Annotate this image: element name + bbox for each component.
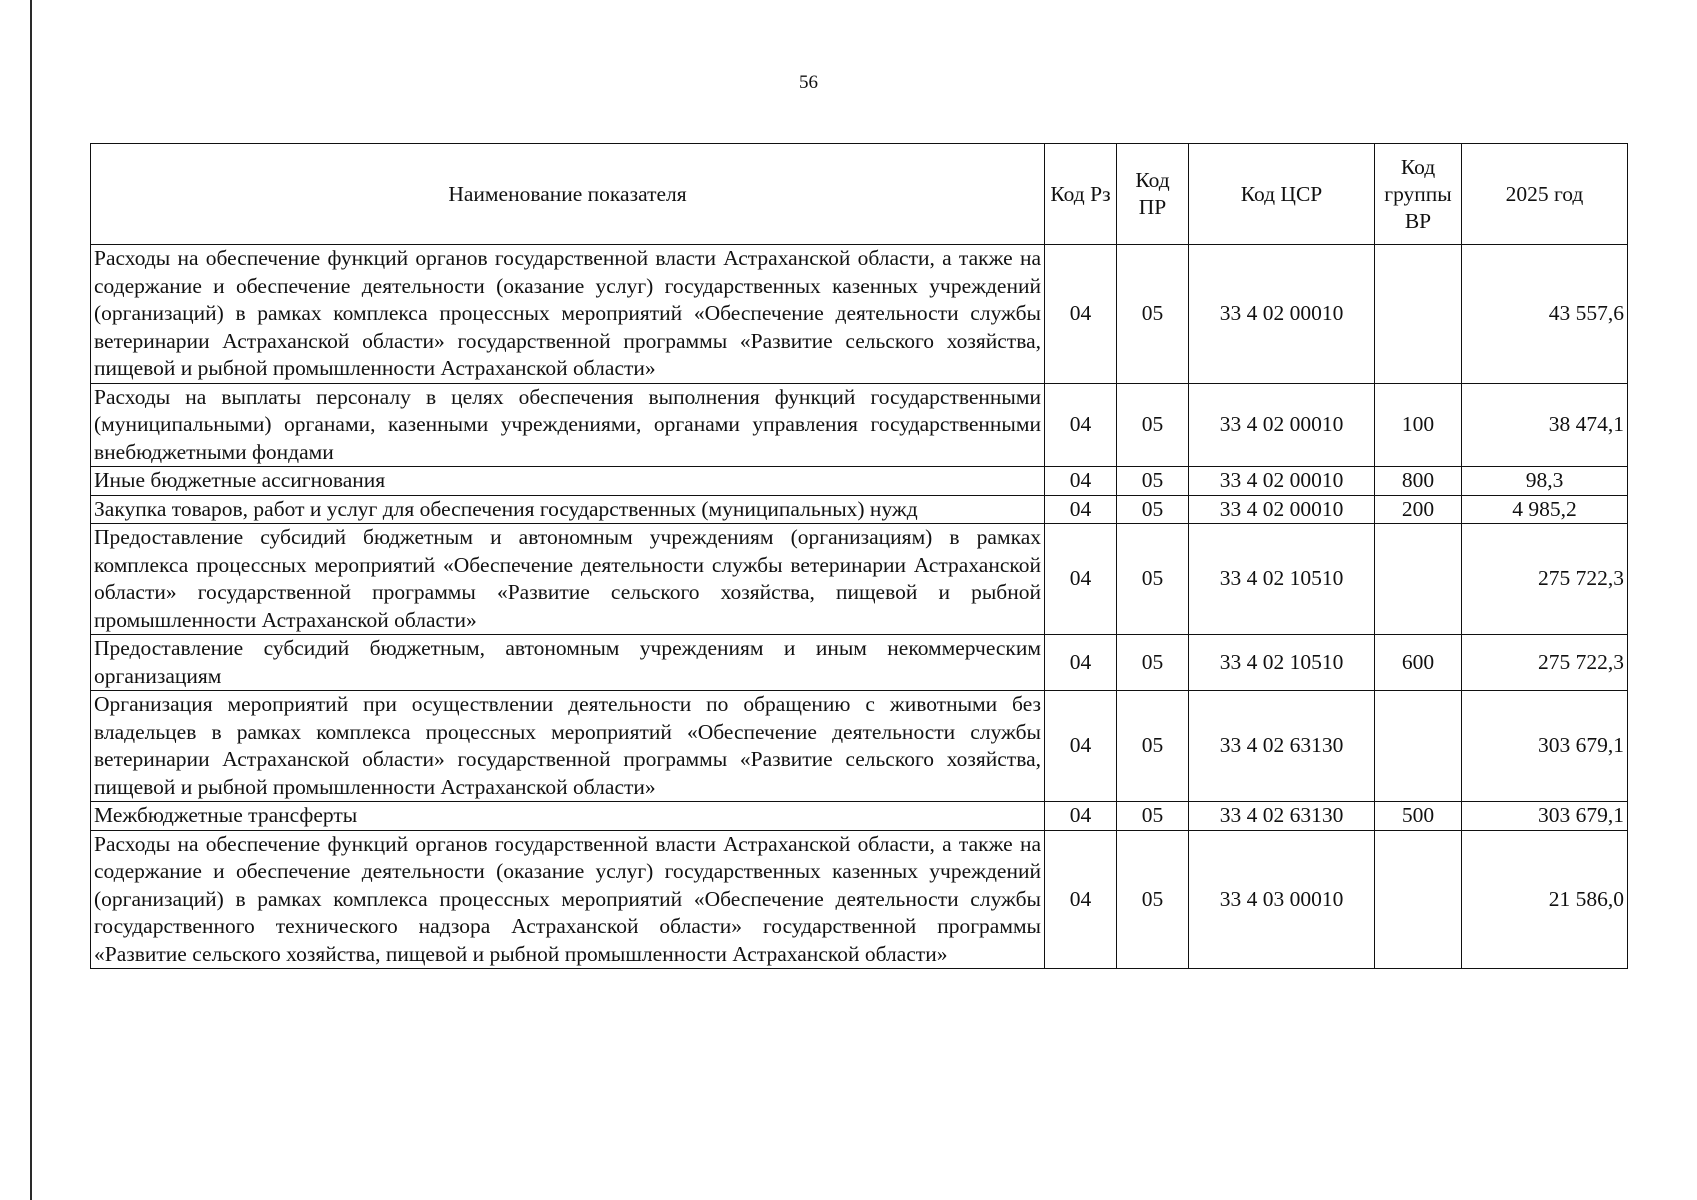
header-year: 2025 год	[1462, 144, 1628, 245]
row-csr: 33 4 02 10510	[1189, 524, 1375, 635]
row-pr: 05	[1117, 802, 1189, 831]
row-csr: 33 4 02 00010	[1189, 245, 1375, 384]
row-vr: 100	[1375, 383, 1462, 467]
row-rz: 04	[1045, 245, 1117, 384]
header-name: Наименование показателя	[91, 144, 1045, 245]
binding-margin-line	[30, 0, 32, 1200]
header-vr: Код группы ВР	[1375, 144, 1462, 245]
header-csr: Код ЦСР	[1189, 144, 1375, 245]
row-vr: 500	[1375, 802, 1462, 831]
row-vr	[1375, 524, 1462, 635]
row-pr: 05	[1117, 467, 1189, 496]
row-pr: 05	[1117, 691, 1189, 802]
row-name: Предоставление субсидий бюджетным, автономным учреждениям и иным некоммерческим организациям	[91, 635, 1045, 691]
row-name: Расходы на выплаты персоналу в целях обеспечения выполнения функций государственными (муниципальными) органами, казенными учреждениями, органами управления государственными внебюджетными фондами	[91, 383, 1045, 467]
row-name: Закупка товаров, работ и услуг для обеспечения государственных (муниципальных) нужд	[91, 495, 1045, 524]
row-pr: 05	[1117, 830, 1189, 969]
row-rz: 04	[1045, 830, 1117, 969]
row-vr: 200	[1375, 495, 1462, 524]
row-name: Организация мероприятий при осуществлении деятельности по обращению с животными без владельцев в рамках комплекса процессных мероприятий «Обеспечение деятельности службы ветеринарии Астраханской области» государственной программы «Развитие сельского хозяйства, пищевой и рыбной промышленности Астраханской области»	[91, 691, 1045, 802]
row-amount: 98,3	[1462, 467, 1628, 496]
row-rz: 04	[1045, 383, 1117, 467]
header-pr: Код ПР	[1117, 144, 1189, 245]
row-vr	[1375, 691, 1462, 802]
table-header-row	[91, 144, 1628, 245]
table-row	[91, 383, 1628, 467]
row-amount: 275 722,3	[1462, 524, 1628, 635]
row-pr: 05	[1117, 635, 1189, 691]
table-row	[91, 245, 1628, 384]
row-pr: 05	[1117, 524, 1189, 635]
row-name: Расходы на обеспечение функций органов государственной власти Астраханской области, а также на содержание и обеспечение деятельности (оказание услуг) государственных казенных учреждений (организаций) в рамках комплекса процессных мероприятий «Обеспечение деятельности службы ветеринарии Астраханской области» государственной программы «Развитие сельского хозяйства, пищевой и рыбной промышленности Астраханской области»	[91, 245, 1045, 384]
page-number	[0, 72, 1657, 94]
row-amount: 275 722,3	[1462, 635, 1628, 691]
row-amount: 4 985,2	[1462, 495, 1628, 524]
table-row	[91, 802, 1628, 831]
row-pr: 05	[1117, 245, 1189, 384]
row-csr: 33 4 02 63130	[1189, 691, 1375, 802]
table-row	[91, 691, 1628, 802]
row-amount: 303 679,1	[1462, 802, 1628, 831]
header-rz: Код Рз	[1045, 144, 1117, 245]
row-name: Расходы на обеспечение функций органов государственной власти Астраханской области, а также на содержание и обеспечение деятельности (оказание услуг) государственных казенных учреждений (организаций) в рамках комплекса процессных мероприятий «Обеспечение деятельности службы государственного технического надзора Астраханской области» государственной программы «Развитие сельского хозяйства, пищевой и рыбной промышленности Астраханской области»	[91, 830, 1045, 969]
row-rz: 04	[1045, 635, 1117, 691]
row-csr: 33 4 02 00010	[1189, 383, 1375, 467]
row-pr: 05	[1117, 383, 1189, 467]
row-amount: 43 557,6	[1462, 245, 1628, 384]
table-row	[91, 524, 1628, 635]
table-row	[91, 635, 1628, 691]
row-csr: 33 4 02 00010	[1189, 495, 1375, 524]
page-number-text: 56	[799, 72, 818, 93]
row-amount: 303 679,1	[1462, 691, 1628, 802]
table-row	[91, 495, 1628, 524]
row-csr: 33 4 02 63130	[1189, 802, 1375, 831]
row-amount: 21 586,0	[1462, 830, 1628, 969]
row-rz: 04	[1045, 467, 1117, 496]
table-row	[91, 467, 1628, 496]
row-rz: 04	[1045, 495, 1117, 524]
row-amount: 38 474,1	[1462, 383, 1628, 467]
row-csr: 33 4 02 10510	[1189, 635, 1375, 691]
row-pr: 05	[1117, 495, 1189, 524]
row-csr: 33 4 02 00010	[1189, 467, 1375, 496]
row-vr	[1375, 245, 1462, 384]
row-vr: 800	[1375, 467, 1462, 496]
row-rz: 04	[1045, 802, 1117, 831]
row-csr: 33 4 03 00010	[1189, 830, 1375, 969]
row-rz: 04	[1045, 691, 1117, 802]
row-vr: 600	[1375, 635, 1462, 691]
budget-table	[90, 143, 1628, 969]
row-name: Иные бюджетные ассигнования	[91, 467, 1045, 496]
row-vr	[1375, 830, 1462, 969]
row-name: Межбюджетные трансферты	[91, 802, 1045, 831]
table-row	[91, 830, 1628, 969]
row-name: Предоставление субсидий бюджетным и автономным учреждениям (организациям) в рамках комплекса процессных мероприятий «Обеспечение деятельности службы ветеринарии Астраханской области» государственной программы «Развитие сельского хозяйства, пищевой и рыбной промышленности Астраханской области»	[91, 524, 1045, 635]
row-rz: 04	[1045, 524, 1117, 635]
